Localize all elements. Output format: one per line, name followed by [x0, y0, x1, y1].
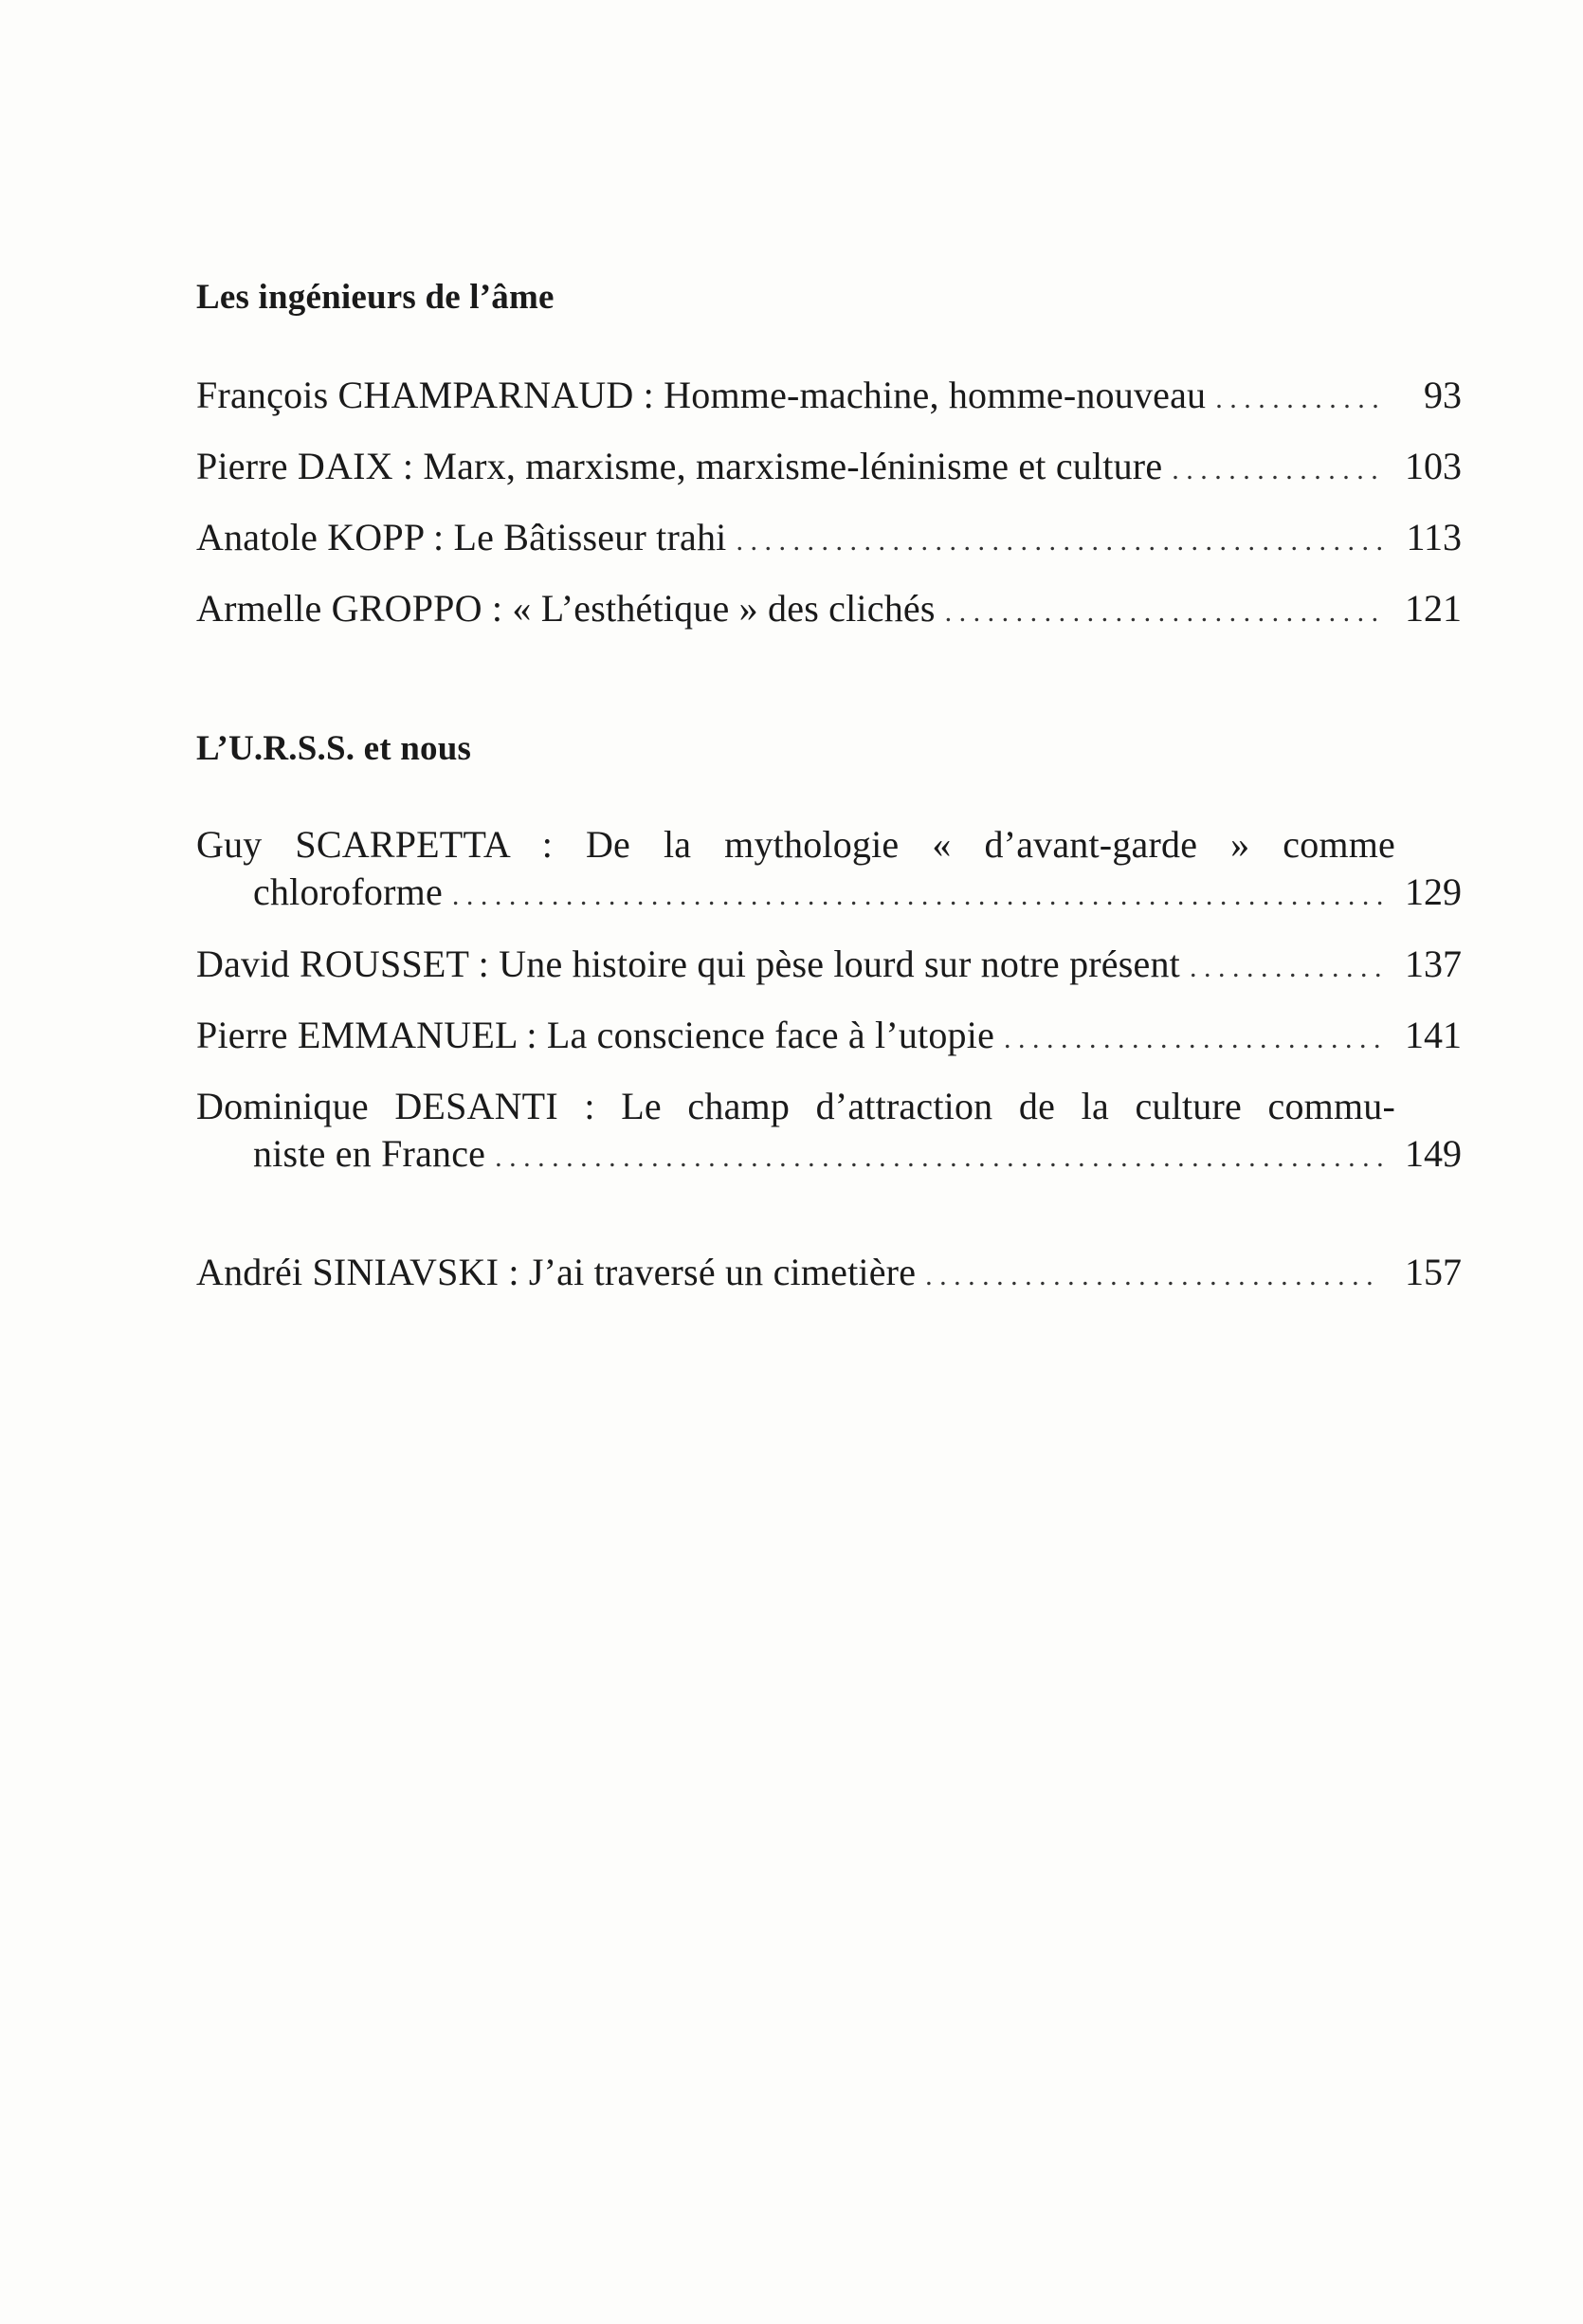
entry-text: Anatole KOPP : Le Bâtisseur trahi [196, 516, 727, 558]
dot-leader [1215, 375, 1382, 423]
entry-text: Andréi SINIAVSKI : J’ai traversé un cimetière [196, 1251, 917, 1293]
page-number: 113 [1406, 516, 1462, 558]
toc-entry [196, 941, 1462, 988]
page-number: 103 [1405, 445, 1462, 487]
toc-entry [196, 821, 1462, 916]
page-number: 93 [1424, 374, 1462, 416]
entry-text: François CHAMPARNAUD : Homme-machine, homme-nouveau [196, 374, 1207, 416]
entry-text: Pierre EMMANUEL : La conscience face à l’utopie [196, 1014, 995, 1056]
toc-entry [196, 443, 1462, 490]
dot-leader [1004, 1016, 1382, 1063]
page-number: 137 [1405, 942, 1462, 985]
page-number: 121 [1405, 587, 1462, 630]
toc-entry [196, 1249, 1462, 1296]
dot-leader [945, 589, 1382, 636]
entry-text: Guy SCARPETTA : De la mythologie « d’avant-garde » comme [196, 823, 1395, 866]
page-number: 129 [1405, 870, 1462, 913]
entry-text: Dominique DESANTI : Le champ d’attraction de la culture commu- [196, 1085, 1395, 1127]
dot-leader [1172, 447, 1382, 494]
toc-entry [196, 372, 1462, 419]
page-number: 149 [1405, 1132, 1462, 1175]
section-heading: L’U.R.S.S. et nous [196, 729, 472, 768]
toc-entry [196, 585, 1462, 632]
entry-text: Armelle GROPPO : « L’esthétique » des clichés [196, 587, 936, 630]
toc-entry [196, 1012, 1462, 1059]
entry-text-continued: chloroforme [253, 870, 443, 913]
toc-entry [196, 514, 1462, 561]
toc-entry [196, 1083, 1462, 1178]
dot-leader [925, 1253, 1382, 1300]
dot-leader [736, 518, 1382, 565]
page-number: 141 [1405, 1014, 1462, 1056]
entry-text: Pierre DAIX : Marx, marxisme, marxisme-léninisme et culture [196, 445, 1163, 487]
section-heading: Les ingénieurs de l’âme [196, 278, 555, 317]
page-number: 157 [1405, 1251, 1462, 1293]
entry-text-continued: niste en France [253, 1132, 486, 1175]
dot-leader [452, 872, 1382, 920]
dot-leader [495, 1134, 1382, 1181]
entry-text: David ROUSSET : Une histoire qui pèse lourd sur notre présent [196, 942, 1180, 985]
dot-leader [1190, 944, 1382, 992]
